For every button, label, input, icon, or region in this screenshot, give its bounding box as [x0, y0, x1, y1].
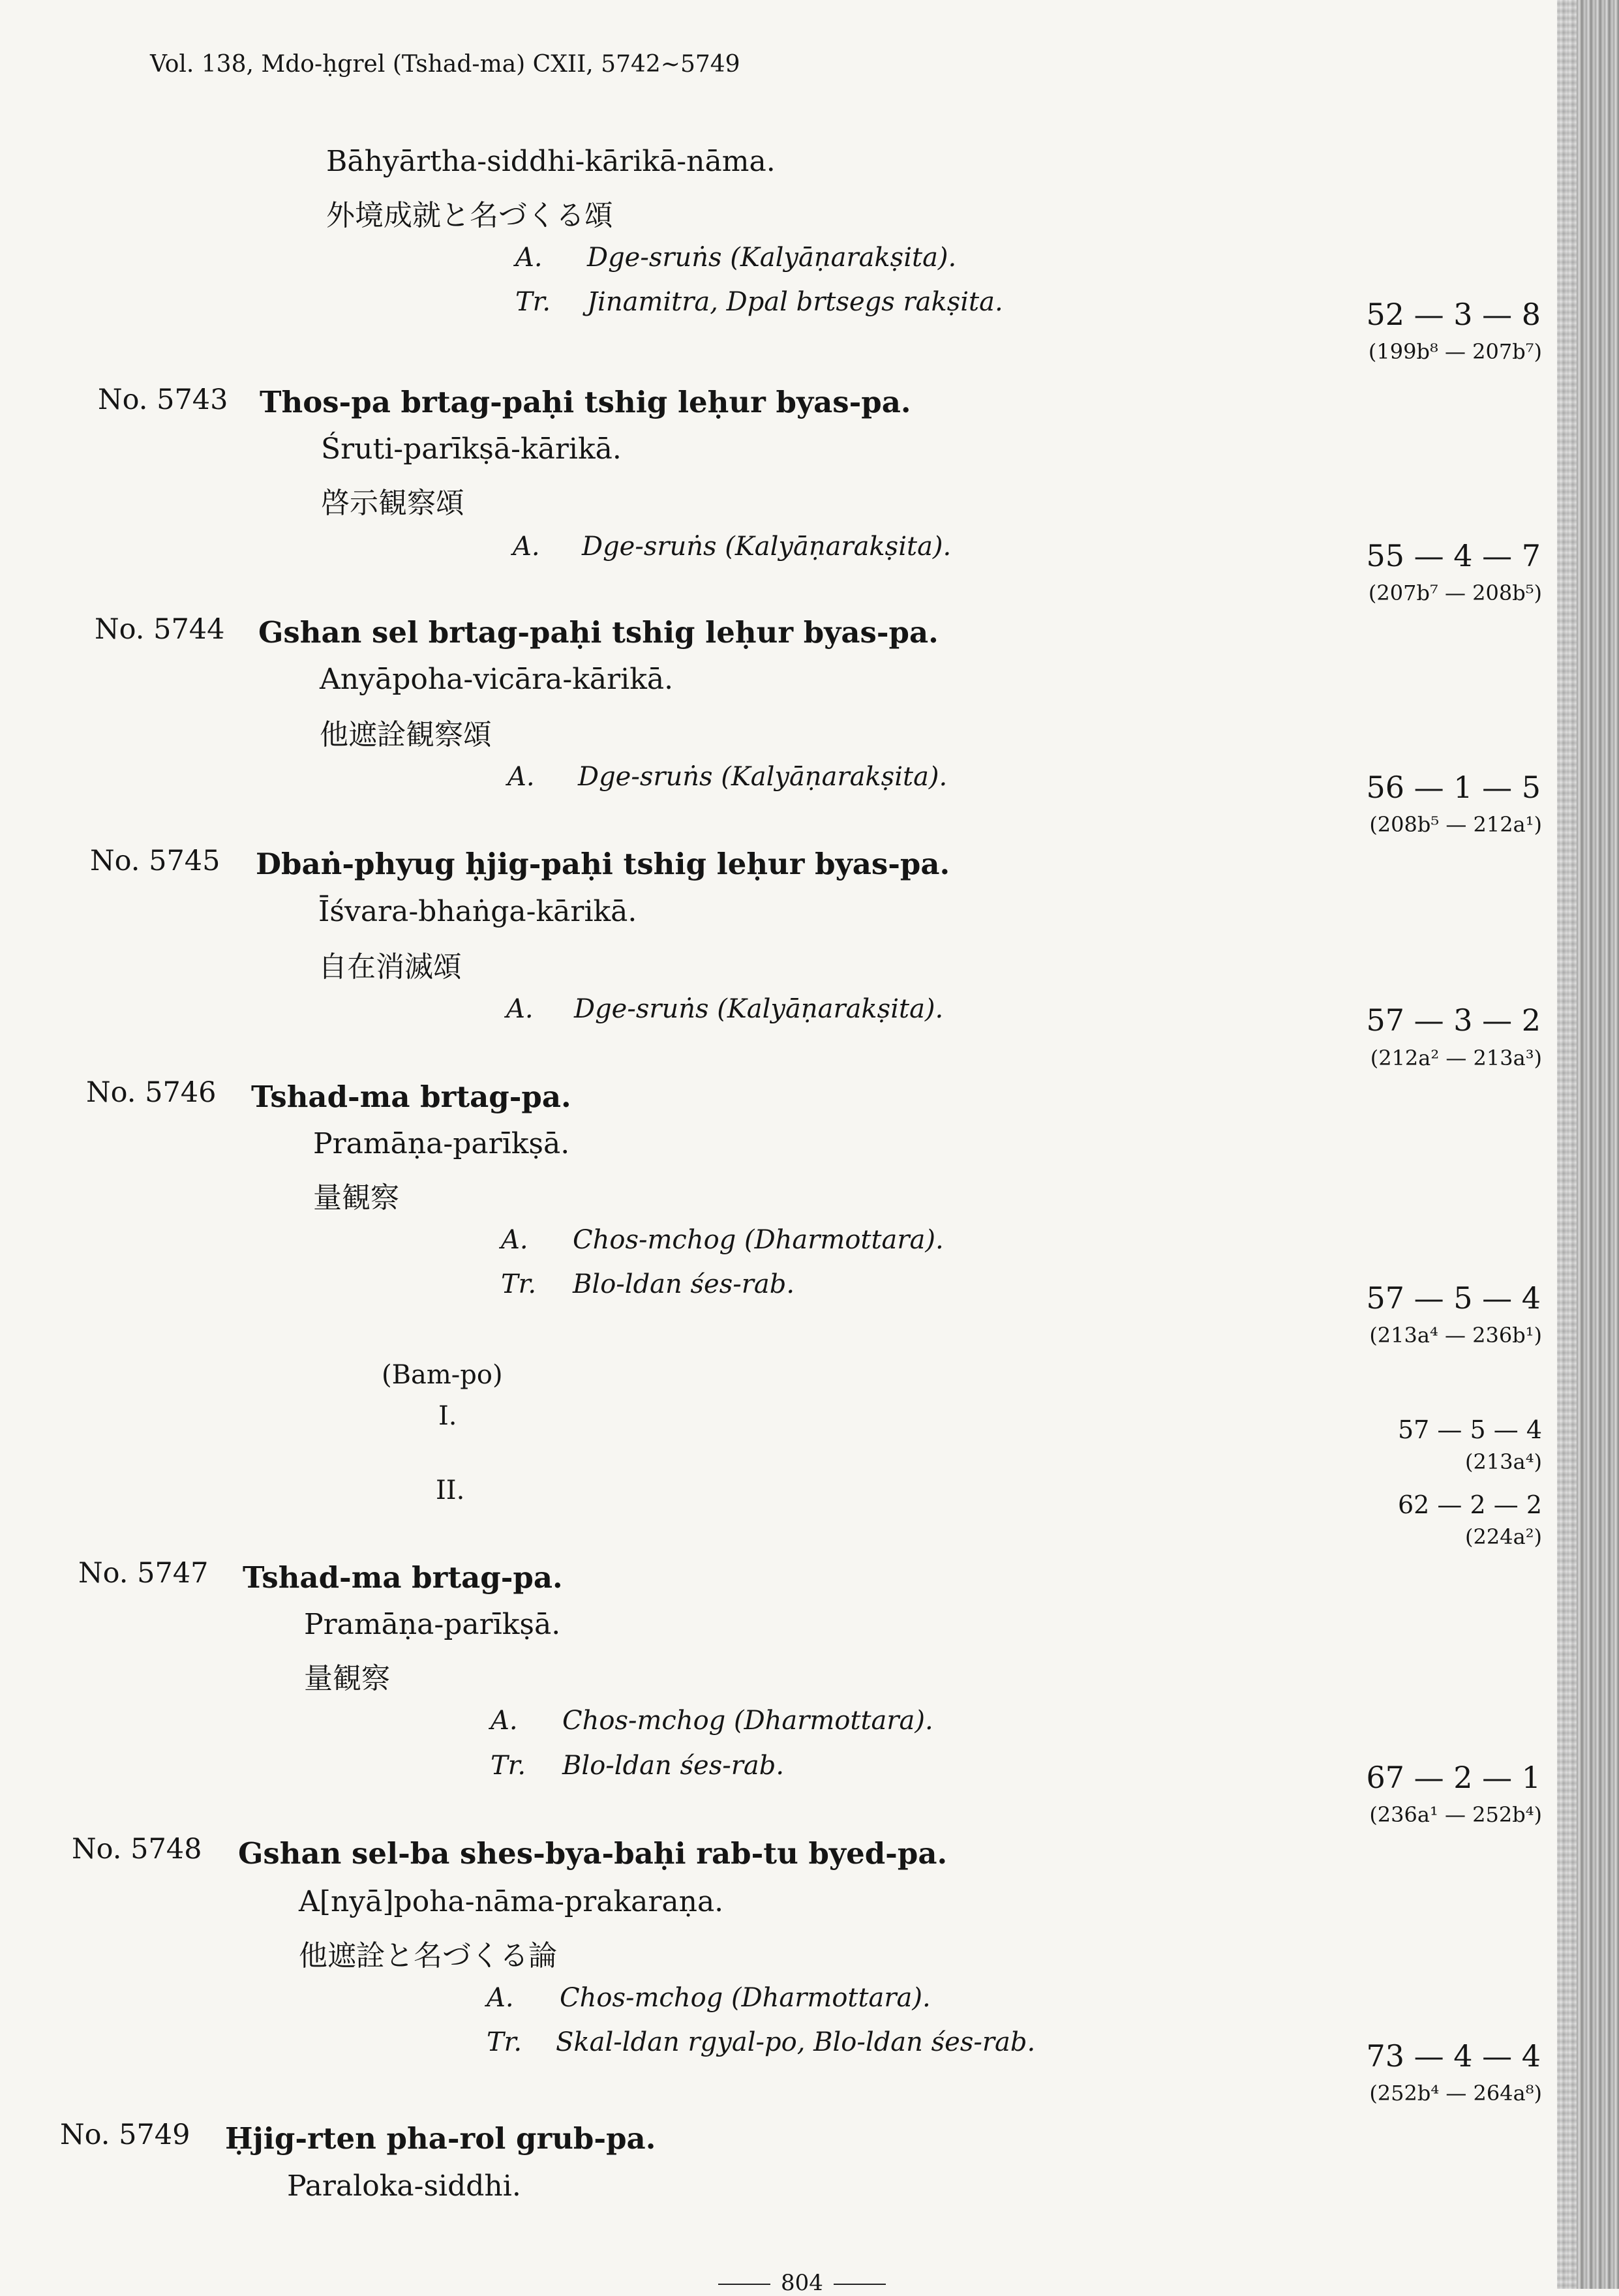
- bampo-reference: 62 — 2 — 2: [1397, 1490, 1542, 1519]
- cont-sanskrit-title: Bāhyārtha-siddhi-kārikā-nāma.: [326, 145, 776, 178]
- entry-number: No. 5746: [86, 1076, 217, 1109]
- cont-folio: (199b⁸ — 207b⁷): [1368, 339, 1542, 364]
- entry-translator-name: Blo-ldan śes-rab.: [562, 1751, 785, 1781]
- entry-author-name: Chos-mchog (Dharmottara).: [562, 1706, 933, 1736]
- running-header: Vol. 138, Mdo-ḥgrel (Tshad-ma) CXII, 5742∼5749: [150, 51, 740, 78]
- cont-author-name: Dge-sruṅs (Kalyāṇarakṣita).: [587, 243, 957, 273]
- entry-number: No. 5743: [98, 384, 228, 416]
- entry-author-name: Dge-sruṅs (Kalyāṇarakṣita).: [582, 532, 952, 562]
- entry-author-name: Dge-sruṅs (Kalyāṇarakṣita).: [574, 994, 944, 1024]
- bampo-label: (Bam-po): [382, 1360, 503, 1390]
- entry-author-name: Chos-mchog (Dharmottara).: [560, 1983, 931, 2013]
- entry-tibetan-title: Gshan sel brtag-paḥi tshig leḥur byas-pa.: [258, 615, 939, 650]
- entry-reference: 73 — 4 — 4: [1366, 2038, 1541, 2074]
- cont-japanese-title: 外境成就と名づくる頌: [326, 199, 613, 232]
- entry-tibetan-title: Thos-pa brtag-paḥi tshig leḥur byas-pa.: [260, 385, 911, 419]
- entry-author-label: A.: [487, 1983, 514, 2013]
- entry-sanskrit-title: A[nyā]poha-nāma-prakaraṇa.: [299, 1885, 724, 1918]
- entry-author-label: A.: [501, 1225, 528, 1255]
- entry-sanskrit-title: Pramāṇa-parīkṣā.: [313, 1127, 570, 1160]
- entry-sanskrit-title: Paraloka-siddhi.: [287, 2169, 521, 2203]
- entry-reference: 56 — 1 — 5: [1366, 770, 1541, 805]
- entry-tibetan-title: Ḥjig-rten pha-rol grub-pa.: [225, 2121, 656, 2156]
- entry-tibetan-title: Tshad-ma brtag-pa.: [243, 1560, 563, 1595]
- entry-author-name: Dge-sruṅs (Kalyāṇarakṣita).: [578, 762, 948, 792]
- cont-author-label: A.: [515, 243, 543, 273]
- entry-japanese-title: 他遮詮観察頌: [320, 718, 492, 751]
- entry-folio: (207b⁷ — 208b⁵): [1368, 581, 1542, 605]
- entry-translator-name: Skal-ldan rgyal-po, Blo-ldan śes-rab.: [556, 2027, 1036, 2057]
- bampo-reference: 57 — 5 — 4: [1397, 1415, 1542, 1444]
- bampo-folio: (224a²): [1465, 1524, 1542, 1549]
- entry-translator-label: Tr.: [501, 1269, 537, 1299]
- entry-folio: (252b⁴ — 264a⁸): [1369, 2081, 1542, 2106]
- entry-folio: (236a¹ — 252b⁴): [1369, 1802, 1542, 1827]
- cont-reference: 52 — 3 — 8: [1366, 297, 1541, 332]
- entry-sanskrit-title: Anyāpoha-vicāra-kārikā.: [320, 663, 674, 696]
- entry-japanese-title: 量観察: [313, 1181, 399, 1215]
- entry-translator-label: Tr.: [487, 2027, 522, 2057]
- entry-number: No. 5745: [90, 845, 220, 877]
- entry-author-label: A.: [506, 994, 534, 1024]
- entry-sanskrit-title: Īśvara-bhaṅga-kārikā.: [318, 895, 637, 928]
- entry-author-label: A.: [507, 762, 535, 792]
- entry-reference: 57 — 3 — 2: [1366, 1003, 1541, 1038]
- entry-number: No. 5744: [95, 613, 225, 646]
- cont-translator-name: Jinamitra, Dpal brtsegs rakṣita.: [587, 287, 1003, 317]
- entry-sanskrit-title: Śruti-parīkṣā-kārikā.: [321, 432, 622, 466]
- entry-tibetan-title: Tshad-ma brtag-pa.: [251, 1080, 571, 1114]
- entry-japanese-title: 量観察: [304, 1662, 390, 1695]
- entry-number: No. 5748: [72, 1833, 202, 1865]
- bampo-folio: (213a⁴): [1465, 1449, 1542, 1474]
- entry-translator-name: Blo-ldan śes-rab.: [573, 1269, 795, 1299]
- entry-folio: (212a² — 213a³): [1370, 1046, 1542, 1070]
- entry-reference: 55 — 4 — 7: [1366, 538, 1541, 573]
- scanned-page-edge: [1557, 0, 1619, 2289]
- entry-sanskrit-title: Pramāṇa-parīkṣā.: [304, 1608, 561, 1641]
- entry-folio: (208b⁵ — 212a¹): [1369, 812, 1542, 837]
- entry-author-label: A.: [513, 532, 540, 562]
- entry-japanese-title: 他遮詮と名づくる論: [299, 1939, 557, 1972]
- page-number: [708, 2270, 896, 2296]
- entry-japanese-title: 自在消滅頌: [318, 950, 462, 984]
- entry-folio: (213a⁴ — 236b¹): [1369, 1323, 1542, 1348]
- bampo-number: II.: [436, 1475, 465, 1505]
- entry-author-name: Chos-mchog (Dharmottara).: [573, 1225, 944, 1255]
- entry-japanese-title: 啓示観察頌: [321, 487, 464, 520]
- cont-translator-label: Tr.: [515, 287, 551, 317]
- entry-number: No. 5747: [78, 1557, 209, 1590]
- page-number-text: 804: [781, 2270, 823, 2296]
- entry-translator-label: Tr.: [491, 1751, 526, 1781]
- entry-tibetan-title: Gshan sel-ba shes-bya-baḥi rab-tu byed-pa.: [238, 1836, 948, 1871]
- entry-reference: 57 — 5 — 4: [1366, 1280, 1541, 1316]
- entry-tibetan-title: Dbaṅ-phyug ḥjig-paḥi tshig leḥur byas-pa.: [256, 847, 950, 881]
- bampo-number: I.: [438, 1401, 457, 1431]
- entry-reference: 67 — 2 — 1: [1366, 1760, 1541, 1795]
- entry-author-label: A.: [491, 1706, 518, 1736]
- entry-number: No. 5749: [60, 2119, 190, 2151]
